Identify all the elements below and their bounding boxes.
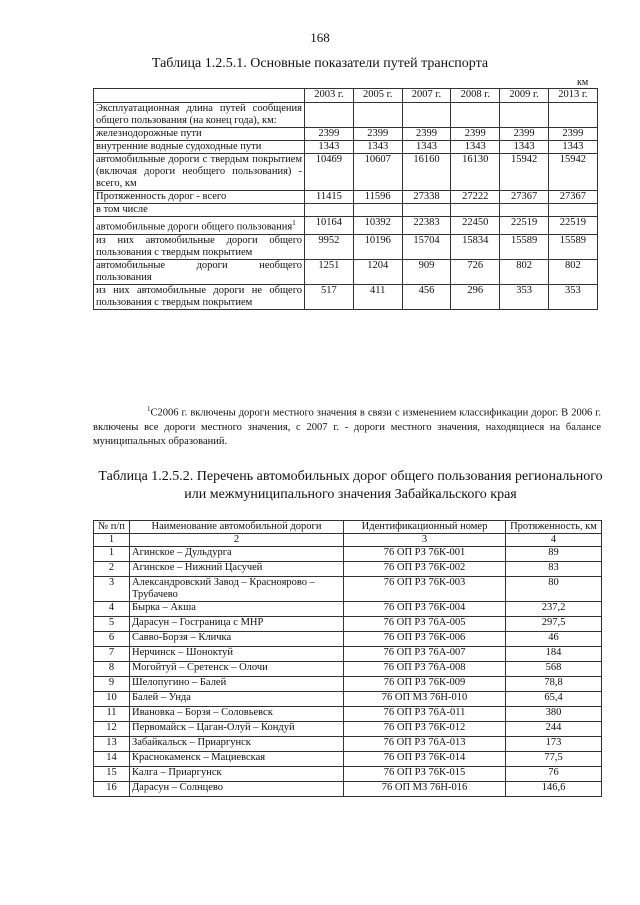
table2-colnum: 1 — [94, 534, 130, 547]
table1-value-cell — [353, 103, 402, 128]
table1-value-cell: 22450 — [451, 217, 500, 235]
road-id: 76 ОП РЗ 76К-006 — [344, 632, 506, 647]
table1-value-cell: 802 — [548, 259, 597, 284]
road-number: 4 — [94, 602, 130, 617]
table1-header-row — [94, 89, 598, 103]
table1-value-cell — [305, 204, 354, 217]
table1-row-label — [94, 204, 305, 217]
table1-value-cell: 22519 — [548, 217, 597, 235]
page-number: 168 — [310, 30, 330, 45]
road-number: 13 — [94, 737, 130, 752]
table1-value-cell: 2399 — [451, 128, 500, 141]
table1-value-cell: 517 — [305, 284, 354, 309]
road-length: 77,5 — [506, 752, 602, 767]
table1-row — [94, 217, 598, 235]
table1-row-label — [94, 154, 305, 191]
table1-value-cell: 15942 — [500, 154, 549, 191]
table2-header-row — [94, 521, 602, 534]
road-length: 380 — [506, 707, 602, 722]
table1-year-header: 2013 г. — [548, 89, 597, 103]
table2-row — [94, 602, 602, 617]
table1-value-cell — [500, 103, 549, 128]
road-name: Нерчинск – Шоноктуй — [130, 647, 344, 662]
table2-row — [94, 662, 602, 677]
table2-row — [94, 722, 602, 737]
road-name: Дарасун – Солнцево — [130, 782, 344, 797]
table2-colnum: 4 — [506, 534, 602, 547]
road-length: 80 — [506, 577, 602, 602]
footnote-text: С2006 г. включены дороги местного значения в связи с изменением классификации дорог. В 2006 г. включены все дороги местного значения, с 2007 г. - дороги местного значения, находящиеся на балансе муниципальных образований. — [93, 407, 601, 447]
table1-year-header: 2007 г. — [402, 89, 451, 103]
road-length: 146,6 — [506, 782, 602, 797]
table1-row — [94, 141, 598, 154]
road-id: 76 ОП РЗ 76А-008 — [344, 662, 506, 677]
road-name: Дарасун – Госграница с МНР — [130, 617, 344, 632]
table2-row — [94, 752, 602, 767]
table1-year-header: 2005 г. — [353, 89, 402, 103]
road-name: Забайкальск – Приаргунск — [130, 737, 344, 752]
table1-value-cell: 802 — [500, 259, 549, 284]
table1-value-cell: 296 — [451, 284, 500, 309]
road-name: Бырка – Акша — [130, 602, 344, 617]
road-name: Агинское – Дульдурга — [130, 547, 344, 562]
road-number: 7 — [94, 647, 130, 662]
table1-value-cell: 27222 — [451, 191, 500, 204]
table1-value-cell: 1343 — [500, 141, 549, 154]
road-name: Агинское – Нижний Цасучей — [130, 562, 344, 577]
table1-value-cell: 1343 — [402, 141, 451, 154]
road-id: 76 ОП РЗ 76А-007 — [344, 647, 506, 662]
table2-header-id: Идентификационный номер — [344, 521, 506, 534]
table1-row-label — [94, 234, 305, 259]
table1-row — [94, 154, 598, 191]
road-number: 14 — [94, 752, 130, 767]
table1-row — [94, 204, 598, 217]
road-id: 76 ОП РЗ 76К-002 — [344, 562, 506, 577]
road-number: 8 — [94, 662, 130, 677]
table1-value-cell: 1343 — [305, 141, 354, 154]
table1-value-cell: 16130 — [451, 154, 500, 191]
road-name: Калга – Приаргунск — [130, 767, 344, 782]
table1-row-label — [94, 141, 305, 154]
table1-row-label — [94, 191, 305, 204]
road-length: 173 — [506, 737, 602, 752]
table1-row-label-text: автомобильные дороги необщего пользования — [96, 259, 302, 283]
table1-value-cell: 353 — [500, 284, 549, 309]
table2-row — [94, 737, 602, 752]
table1-unit: км — [577, 77, 589, 88]
table1-value-cell: 726 — [451, 259, 500, 284]
road-number: 1 — [94, 547, 130, 562]
table1-transport-indicators — [93, 88, 598, 310]
table1-row-label — [94, 217, 305, 235]
table1-value-cell: 10469 — [305, 154, 354, 191]
road-id: 76 ОП МЗ 76Н-010 — [344, 692, 506, 707]
table1-value-cell — [451, 204, 500, 217]
road-length: 46 — [506, 632, 602, 647]
table1-row-label-text: в том числе — [96, 204, 148, 215]
table1-row-label-text: Протяженность дорог - всего — [96, 191, 227, 202]
table1-value-cell — [548, 103, 597, 128]
table1-value-cell: 15589 — [500, 234, 549, 259]
table2-column-numbers-row — [94, 534, 602, 547]
road-number: 10 — [94, 692, 130, 707]
table1-value-cell: 2399 — [305, 128, 354, 141]
road-number: 15 — [94, 767, 130, 782]
table1-value-cell — [353, 204, 402, 217]
table1-value-cell: 10196 — [353, 234, 402, 259]
table1-row-label — [94, 259, 305, 284]
table2-road-list — [93, 520, 602, 797]
footnote-marker: 1 — [147, 405, 151, 413]
table2-row — [94, 632, 602, 647]
road-length: 297,5 — [506, 617, 602, 632]
road-id: 76 ОП РЗ 76К-012 — [344, 722, 506, 737]
table1-value-cell: 2399 — [353, 128, 402, 141]
table1-value-cell: 16160 — [402, 154, 451, 191]
table1-value-cell — [402, 204, 451, 217]
road-length: 184 — [506, 647, 602, 662]
road-number: 11 — [94, 707, 130, 722]
table1-value-cell: 11415 — [305, 191, 354, 204]
table1-row-label-text: Эксплуатационная длина путей сообщения общего пользования (на конец года), км: — [96, 103, 302, 126]
road-length: 568 — [506, 662, 602, 677]
road-id: 76 ОП МЗ 76Н-016 — [344, 782, 506, 797]
road-id: 76 ОП РЗ 76К-015 — [344, 767, 506, 782]
table2-colnum: 3 — [344, 534, 506, 547]
table1-row — [94, 284, 598, 309]
road-length: 78,8 — [506, 677, 602, 692]
road-id: 76 ОП РЗ 76К-009 — [344, 677, 506, 692]
table2-row — [94, 782, 602, 797]
road-number: 6 — [94, 632, 130, 647]
table1-year-header: 2003 г. — [305, 89, 354, 103]
road-name: Балей – Унда — [130, 692, 344, 707]
table1-row — [94, 234, 598, 259]
table1-row — [94, 128, 598, 141]
table1-value-cell: 11596 — [353, 191, 402, 204]
road-name: Савво-Борзя – Кличка — [130, 632, 344, 647]
table2-row — [94, 692, 602, 707]
table2-row — [94, 617, 602, 632]
table1-value-cell: 15589 — [548, 234, 597, 259]
table1-value-cell: 2399 — [500, 128, 549, 141]
table1-value-cell: 456 — [402, 284, 451, 309]
table2-row — [94, 767, 602, 782]
table1-value-cell: 27367 — [548, 191, 597, 204]
table1-row — [94, 191, 598, 204]
road-length: 83 — [506, 562, 602, 577]
road-id: 76 ОП РЗ 76А-005 — [344, 617, 506, 632]
table1-row-label-text: автомобильные дороги с твердым покрытием (включая дороги необщего пользования) - всего, км — [96, 154, 302, 189]
table1-value-cell: 27367 — [500, 191, 549, 204]
road-name: Александровский Завод – Красноярово – Трубачево — [130, 577, 344, 602]
road-id: 76 ОП РЗ 76К-001 — [344, 547, 506, 562]
footnote-ref: 1 — [292, 219, 296, 227]
table1-row-label — [94, 128, 305, 141]
table1-value-cell: 10607 — [353, 154, 402, 191]
table1-value-cell — [500, 204, 549, 217]
road-number: 9 — [94, 677, 130, 692]
road-number: 2 — [94, 562, 130, 577]
road-name: Первомайск – Цаган-Олуй – Кондуй — [130, 722, 344, 737]
table2-row — [94, 547, 602, 562]
table1-row — [94, 259, 598, 284]
road-length: 76 — [506, 767, 602, 782]
road-id: 76 ОП РЗ 76А-013 — [344, 737, 506, 752]
table1-row-label-text: внутренние водные судоходные пути — [96, 141, 262, 152]
table1-value-cell: 9952 — [305, 234, 354, 259]
road-id: 76 ОП РЗ 76К-014 — [344, 752, 506, 767]
table1-value-cell — [451, 103, 500, 128]
table2-header-name: Наименование автомобильной дороги — [130, 521, 344, 534]
table1-value-cell: 10392 — [353, 217, 402, 235]
road-id: 76 ОП РЗ 76К-004 — [344, 602, 506, 617]
table2-row — [94, 677, 602, 692]
table1-value-cell: 353 — [548, 284, 597, 309]
table2-header-length: Протяженность, км — [506, 521, 602, 534]
table2-title: Таблица 1.2.5.2. Перечень автомобильных дорог общего пользования регионального или межмуниципального значения Забайкальского края — [98, 469, 603, 502]
table1-year-header: 2009 г. — [500, 89, 549, 103]
table1-year-header: 2008 г. — [451, 89, 500, 103]
table1-row-label-text: из них автомобильные дороги не общего пользования с твердым покрытием — [96, 284, 302, 308]
road-name: Ивановка – Борзя – Соловьевск — [130, 707, 344, 722]
table1-value-cell — [548, 204, 597, 217]
table2-row — [94, 647, 602, 662]
table1-row — [94, 103, 598, 128]
road-name: Краснокаменск – Мациевская — [130, 752, 344, 767]
table1-value-cell: 1204 — [353, 259, 402, 284]
table2-row — [94, 577, 602, 602]
table1-value-cell: 15942 — [548, 154, 597, 191]
road-name: Могойтуй – Сретенск – Олочи — [130, 662, 344, 677]
table2-colnum: 2 — [130, 534, 344, 547]
table1-value-cell: 10164 — [305, 217, 354, 235]
table1-value-cell: 2399 — [402, 128, 451, 141]
road-number: 12 — [94, 722, 130, 737]
road-length: 89 — [506, 547, 602, 562]
road-number: 3 — [94, 577, 130, 602]
table1-row-label-text: железнодорожные пути — [96, 128, 202, 139]
table1-row-label-text: автомобильные дороги общего пользования — [96, 221, 293, 233]
table1-value-cell: 1343 — [353, 141, 402, 154]
table1-value-cell — [402, 103, 451, 128]
road-length: 244 — [506, 722, 602, 737]
road-name: Шелопугино – Балей — [130, 677, 344, 692]
table1-value-cell: 1343 — [451, 141, 500, 154]
road-length: 237,2 — [506, 602, 602, 617]
road-length: 65,4 — [506, 692, 602, 707]
table1-row-label-text: из них автомобильные дороги общего пользования с твердым покрытием — [96, 234, 302, 258]
table1-value-cell: 15834 — [451, 234, 500, 259]
table1-value-cell — [305, 103, 354, 128]
table1-row-label — [94, 103, 305, 128]
road-id: 76 ОП РЗ 76А-011 — [344, 707, 506, 722]
table2-header-number: № п/п — [94, 521, 130, 534]
table1-value-cell: 909 — [402, 259, 451, 284]
road-number: 5 — [94, 617, 130, 632]
table1-row-label — [94, 284, 305, 309]
table1-value-cell: 2399 — [548, 128, 597, 141]
table1-value-cell: 22519 — [500, 217, 549, 235]
table1-value-cell: 15704 — [402, 234, 451, 259]
table1-value-cell: 1343 — [548, 141, 597, 154]
table1-value-cell: 411 — [353, 284, 402, 309]
road-id: 76 ОП РЗ 76К-003 — [344, 577, 506, 602]
table1-header-blank — [94, 89, 305, 103]
table1-title: Таблица 1.2.5.1. Основные показатели путей транспорта — [151, 56, 489, 71]
table1-value-cell: 27338 — [402, 191, 451, 204]
table2-row — [94, 562, 602, 577]
table2-row — [94, 707, 602, 722]
table1-value-cell: 1251 — [305, 259, 354, 284]
table1-value-cell: 22383 — [402, 217, 451, 235]
road-number: 16 — [94, 782, 130, 797]
table1-footnote — [93, 402, 601, 449]
